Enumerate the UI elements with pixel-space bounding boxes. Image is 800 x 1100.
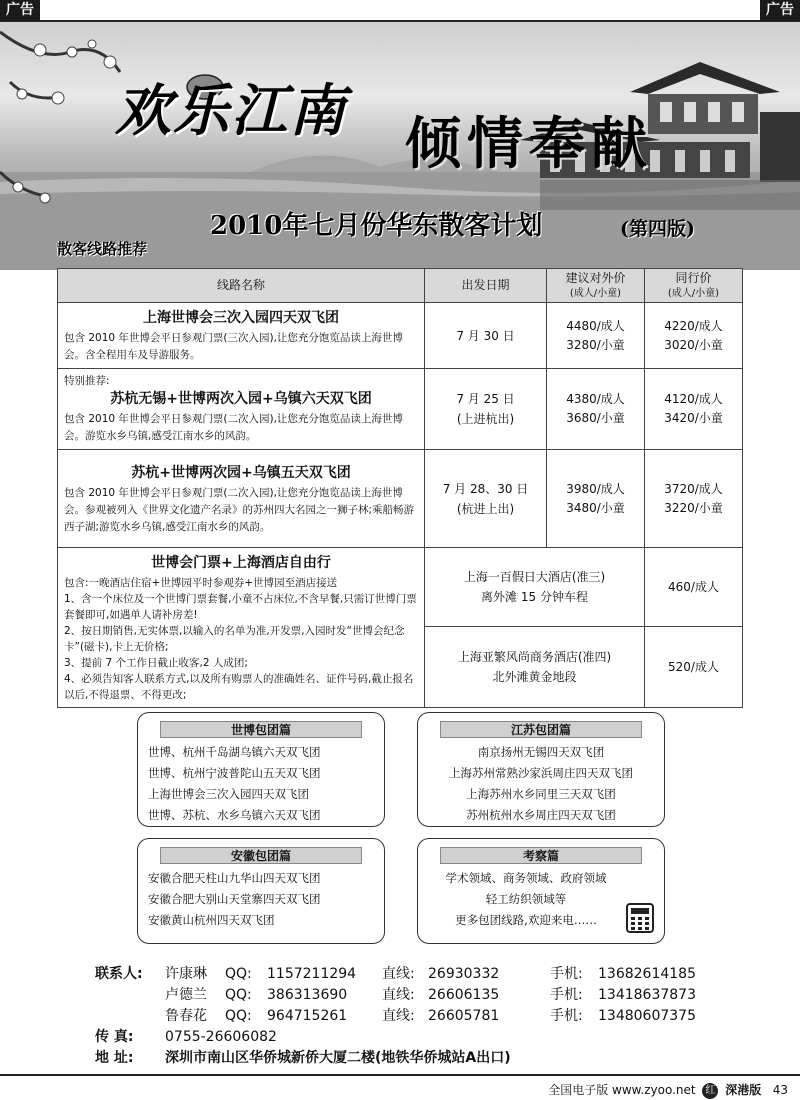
page-number: 43 [772,1083,788,1097]
list-item: 更多包团线路,欢迎来电…… [455,913,597,927]
fax-label: 传 真: [95,1029,134,1045]
list-item: 上海世博会三次入园四天双飞团 [148,787,309,801]
list-item: 世博、苏杭、水乡乌镇六天双飞团 [148,808,321,822]
list-item: 世博、杭州千岛湖乌镇六天双飞团 [148,745,321,759]
contact-name: 鲁春花 [165,1008,207,1024]
footer-rule [0,1074,800,1076]
contact-tel: 26930332 [428,966,500,982]
contact-qq: 1157211294 [267,966,357,982]
free-line: 4、必须告知客人联系方式,以及所有购票人的准确姓名、证件号码,截止报名以后,不得退票、不得更改; [64,673,414,701]
footer [548,1082,788,1098]
contact-qq-label: QQ: [225,987,252,1003]
hotel-name: 上海亚繁风尚商务酒店(准四) [457,650,612,665]
route-name: 上海世博会三次入园四天双飞团 [143,310,339,326]
contact-tel-label: 直线: [382,966,415,982]
list-item: 世博、杭州宁波普陀山五天双飞团 [148,766,321,780]
retail-adult-price: 4480/成人 [566,318,625,333]
fax-number: 0755-26606082 [165,1029,277,1045]
free-line: 2、按日期销售,无实体票,以输入的名单为准,开发票,入园时发“世博会纪念卡”(磁卡),卡上无价格; [64,625,405,653]
package-jiangsu-title: 江苏包团篇 [440,721,642,738]
trade-price-cell [645,303,743,369]
route-cell [58,369,425,450]
footer-site: 全国电子版 www.zyoo.net [548,1083,696,1097]
route-desc: 包含 2010 年世博会平日参观门票(二次入园),让您充分饱览品读上海世博会。游览水乡乌镇,感受江南水乡的风韵。 [64,413,403,442]
contact-mobile-label: 手机: [550,987,583,1003]
route-cell [58,450,425,548]
contact-mobile: 13480607375 [598,1008,696,1024]
contact-name: 卢德兰 [165,987,207,1003]
hotel-note: 北外滩黄金地段 [492,670,577,685]
retail-price-cell [547,450,645,548]
retail-child-price: 3280/小童 [566,337,625,352]
trade-child-price: 3220/小童 [664,500,723,515]
ad-label-left: 广告 [0,0,40,20]
trade-price-cell [645,369,743,450]
contact-qq-label: QQ: [225,1008,252,1024]
hotel-price: 520/成人 [668,659,719,674]
route-name: 苏杭无锡+世博两次入园+乌镇六天双飞团 [110,391,372,407]
banner [0,22,800,270]
package-expo-list [138,742,384,826]
trade-adult-price: 4120/成人 [664,392,723,406]
table-row [58,450,743,548]
contact-label: 联系人: [95,966,143,982]
route-date: 7 月 28、30 日 [442,481,529,496]
trade-child-price: 3020/小童 [664,337,723,352]
package-inspection-title: 考察篇 [440,847,642,864]
banner-title-right: 倾情奉献 [405,111,653,177]
free-route-name: 世博会门票+上海酒店自由行 [151,555,331,571]
header-retail-label: 建议对外价 [565,270,626,285]
list-item: 上海苏州水乡同里三天双飞团 [466,787,616,801]
banner-title-left: 欢乐江南 [115,78,347,144]
free-line: 包含:一晚酒店住宿+世博园平时参观券+世博园至酒店接送 [64,577,338,589]
contact-tel-label: 直线: [382,987,415,1003]
list-item: 上海苏州常熟沙家浜周庄四天双飞团 [449,766,633,780]
hotel-note: 离外滩 15 分钟车程 [481,590,588,605]
table-row-free [58,548,743,627]
contact-qq: 386313690 [267,987,348,1003]
hotel-name: 上海一百假日大酒店(准三) [463,570,606,585]
contact-mobile: 13418637873 [598,987,696,1003]
hotel-price-cell [645,548,743,627]
free-cell [58,548,425,708]
package-anhui-title: 安徽包团篇 [160,847,362,864]
hotel-cell [425,627,645,708]
table-row [58,303,743,369]
retail-child-price: 3680/小童 [566,411,625,425]
header-route: 线路名称 [58,269,425,303]
footer-edition: 深港版 [725,1083,762,1097]
contact-tel: 26605781 [428,1008,500,1024]
header-date: 出发日期 [425,269,547,303]
retail-adult-price: 3980/成人 [566,481,625,496]
trade-child-price: 3420/小童 [664,411,723,425]
header-trade-sub: (成人/小童) [667,287,720,299]
address-label: 地 址: [95,1050,134,1066]
route-cell [58,303,425,369]
retail-child-price: 3480/小童 [566,500,625,515]
hotel-price-cell [645,627,743,708]
package-inspection [417,838,665,944]
package-jiangsu [417,712,665,827]
contact-mobile: 13682614185 [598,966,696,982]
date-cell [425,369,547,450]
list-item: 学术领域、商务领域、政府领域 [445,871,607,885]
list-item: 南京扬州无锡四天双飞团 [477,745,605,759]
retail-price-cell [547,303,645,369]
list-item: 安徽合肥天柱山九华山四天双飞团 [148,871,321,885]
contact-tel: 26606135 [428,987,500,1003]
package-jiangsu-list [418,742,664,826]
contact-name: 许康琳 [165,966,207,982]
route-date: 7 月 30 日 [456,328,515,343]
banner-edition: (第四版) [620,218,695,240]
contact-qq: 964715261 [267,1008,348,1024]
address-text: 深圳市南山区华侨城新侨大厦二楼(地铁华侨城站A出口) [165,1050,511,1066]
retail-price-cell [547,369,645,450]
hotel-price: 460/成人 [668,579,719,594]
contact-mobile-label: 手机: [550,1008,583,1024]
header-retail-sub: (成人/小童) [569,287,622,299]
header-retail [547,269,645,303]
footer-badge-icon: 红 [702,1083,718,1099]
package-expo-title: 世博包团篇 [160,721,362,738]
section-label: 散客线路推荐 [57,240,148,258]
list-item: 安徽合肥大别山天堂寨四天双飞团 [148,892,321,906]
header-trade-label: 同行价 [675,270,712,285]
route-date: 7 月 25 日 [456,392,515,406]
route-prefix: 特别推荐: [64,375,110,387]
list-item: 安徽黄山杭州四天双飞团 [148,913,275,927]
package-expo [137,712,385,827]
list-item: 苏州杭州水乡周庄四天双飞团 [466,808,616,822]
routes-table [57,268,743,708]
list-item: 轻工纺织领域等 [485,892,567,906]
table-header-row [58,269,743,303]
banner-subtitle: 2010年七月份华东散客计划 [210,211,543,241]
date-cell [425,450,547,548]
telephone-icon [626,903,654,933]
hotel-cell [425,548,645,627]
free-line: 1、含一个床位及一个世博门票套餐,小童不占床位,不含早餐,只需订世博门票套餐即可,如遇单人请补房差! [64,593,417,621]
free-line: 3、提前 7 个工作日截止收客,2 人成团; [64,657,248,669]
ad-label-right: 广告 [760,0,800,20]
trade-adult-price: 4220/成人 [664,318,723,333]
date-cell [425,303,547,369]
route-name: 苏杭+世博两次园+乌镇五天双飞团 [131,464,351,481]
route-date-note: (杭进上出) [456,501,515,516]
contact-tel-label: 直线: [382,1008,415,1024]
contact-qq-label: QQ: [225,966,252,982]
retail-adult-price: 4380/成人 [566,392,625,406]
contact-mobile-label: 手机: [550,966,583,982]
trade-price-cell [645,450,743,548]
route-desc: 包含 2010 年世博会平日参观门票(三次入园),让您充分饱览品读上海世博会。含全程用车及导游服务。 [64,332,403,361]
route-date-note: (上进杭出) [456,412,515,426]
header-trade [645,269,743,303]
package-anhui [137,838,385,944]
trade-adult-price: 3720/成人 [664,481,723,496]
package-anhui-list [138,868,384,931]
table-row [58,369,743,450]
route-desc: 包含 2010 年世博会平日参观门票(二次入园),让您充分饱览品读上海世博会。参观被列入《世界文化遗产名录》的苏州四大名园之一狮子林;乘船畅游西子湖;游览水乡乌镇,感受江南水乡的风韵。 [64,486,415,533]
